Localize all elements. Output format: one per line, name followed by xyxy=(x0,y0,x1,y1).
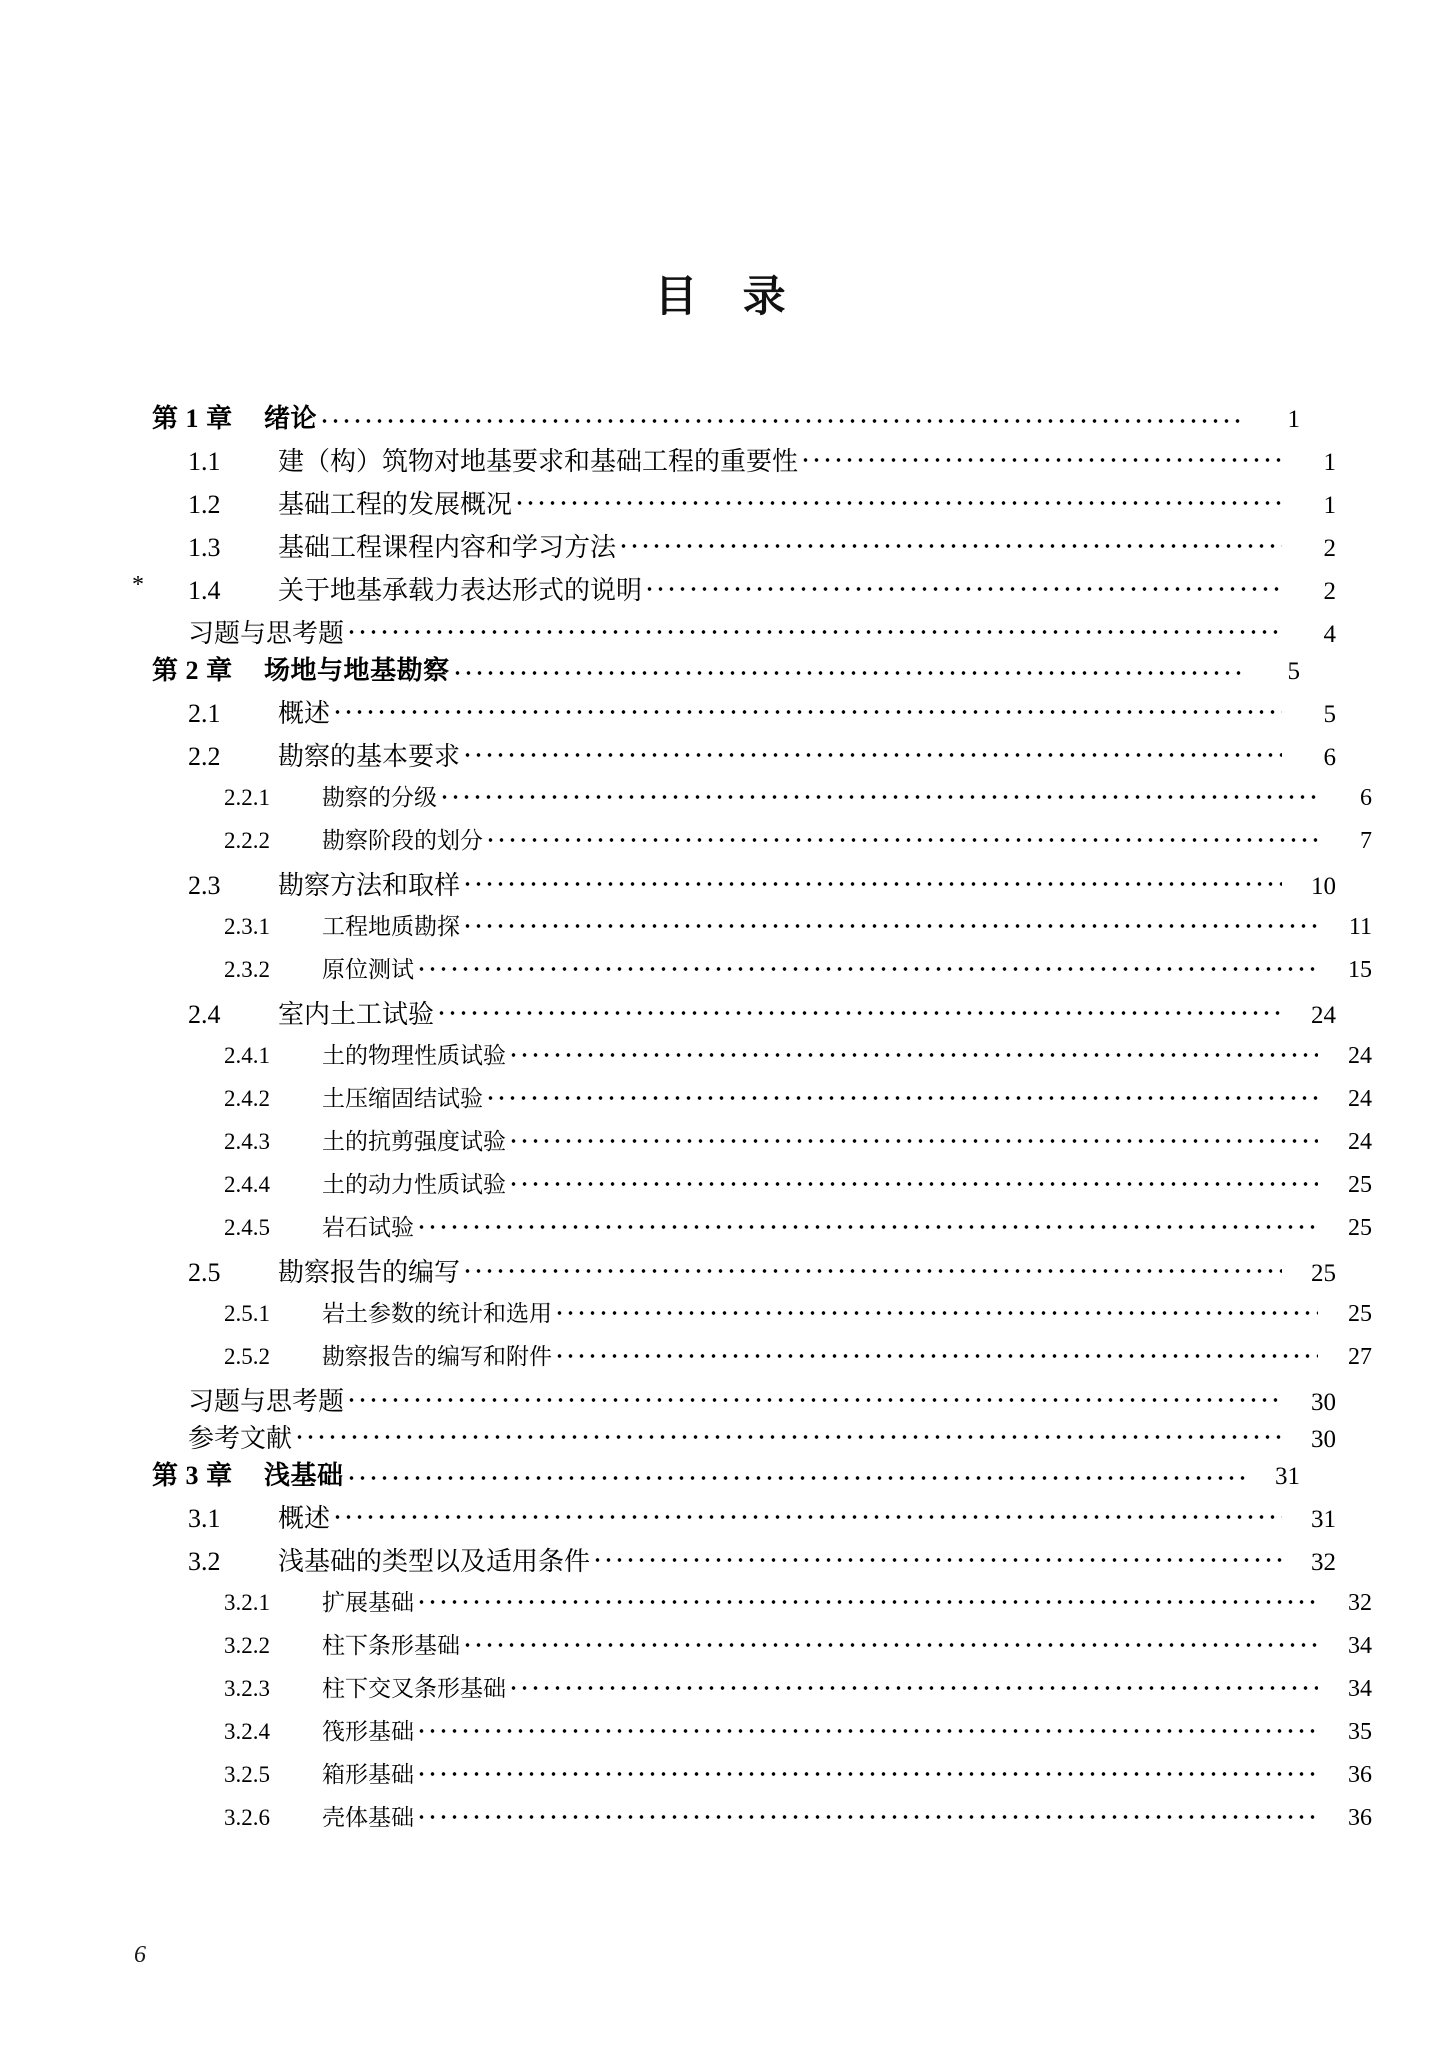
toc-entry[interactable] xyxy=(152,1295,1372,1338)
toc-dot-leader xyxy=(332,696,1282,722)
toc-entry-label: 勘察方法和取样 xyxy=(278,871,461,900)
toc-entry-page-number: 5 xyxy=(1287,658,1300,685)
toc-entry-number: 3.1 xyxy=(188,1504,221,1533)
toc-entry-label: 习题与思考题 xyxy=(188,1387,345,1416)
toc-entry[interactable] xyxy=(152,1080,1372,1123)
toc-list xyxy=(152,398,1372,1842)
toc-entry-number: 3.2.6 xyxy=(224,1805,270,1830)
toc-dot-leader xyxy=(554,1298,1318,1321)
toc-dot-leader xyxy=(462,868,1282,894)
toc-entry-label: 筏形基础 xyxy=(322,1719,414,1744)
toc-entry[interactable] xyxy=(152,1670,1372,1713)
toc-dot-leader xyxy=(416,1759,1318,1782)
toc-entry-page-number: 30 xyxy=(1311,1389,1336,1416)
toc-entry[interactable] xyxy=(152,650,1300,693)
toc-entry-page-number: 1 xyxy=(1323,492,1336,519)
toc-entry-page-number: 24 xyxy=(1348,1043,1372,1069)
toc-entry-page-number: 25 xyxy=(1348,1215,1372,1241)
toc-entry-number: 2.2.1 xyxy=(224,785,270,810)
toc-entry-number: 2.2.2 xyxy=(224,828,270,853)
toc-entry-page-number: 4 xyxy=(1323,621,1336,648)
toc-entry[interactable] xyxy=(152,398,1300,441)
toc-entry-page-number: 11 xyxy=(1348,914,1372,940)
toc-entry-page-number: 5 xyxy=(1323,701,1336,728)
toc-dot-leader xyxy=(332,1501,1282,1527)
toc-entry[interactable] xyxy=(152,693,1336,736)
toc-entry-number: 2.5 xyxy=(188,1258,221,1287)
toc-dot-leader xyxy=(346,616,1282,642)
toc-entry-label: 勘察的分级 xyxy=(322,785,437,810)
toc-entry[interactable] xyxy=(152,865,1336,908)
toc-entry[interactable] xyxy=(152,1418,1336,1455)
toc-entry-label: 勘察报告的编写和附件 xyxy=(322,1344,552,1369)
toc-entry-page-number: 36 xyxy=(1348,1805,1372,1831)
toc-entry-number: 1.2 xyxy=(188,490,221,519)
toc-entry-number: 2.5.2 xyxy=(224,1344,270,1369)
toc-entry-page-number: 10 xyxy=(1311,873,1336,900)
toc-entry[interactable] xyxy=(152,1252,1336,1295)
toc-entry[interactable] xyxy=(152,1713,1372,1756)
toc-entry[interactable] xyxy=(152,570,1336,613)
toc-entry-label: 土的抗剪强度试验 xyxy=(322,1129,506,1154)
toc-dot-leader xyxy=(508,1169,1318,1192)
toc-entry-number: 2.3 xyxy=(188,871,221,900)
toc-dot-leader xyxy=(462,911,1318,934)
toc-entry-label: 原位测试 xyxy=(322,957,414,982)
toc-dot-leader xyxy=(294,1421,1282,1447)
toc-entry-number: 2.2 xyxy=(188,742,221,771)
toc-entry[interactable] xyxy=(152,822,1372,865)
toc-entry-number: * 1.4 xyxy=(188,576,262,606)
toc-entry-label: 土压缩固结试验 xyxy=(322,1086,483,1111)
toc-entry-page-number: 1 xyxy=(1287,406,1300,433)
toc-entry-page-number: 34 xyxy=(1348,1676,1372,1702)
toc-entry-number: 3.2.1 xyxy=(224,1590,270,1615)
toc-entry-label: 基础工程的发展概况 xyxy=(278,490,513,519)
toc-entry-label: 绪论 xyxy=(264,404,318,433)
toc-entry[interactable] xyxy=(152,1338,1372,1381)
toc-entry-number: 2.4.1 xyxy=(224,1043,270,1068)
toc-dot-leader xyxy=(644,573,1282,599)
toc-entry-label: 勘察阶段的划分 xyxy=(322,828,483,853)
toc-entry[interactable] xyxy=(152,1799,1372,1842)
toc-entry[interactable] xyxy=(152,1123,1372,1166)
toc-entry-number: 2.1 xyxy=(188,699,221,728)
toc-entry[interactable] xyxy=(152,1584,1372,1627)
toc-entry-page-number: 31 xyxy=(1311,1506,1336,1533)
toc-entry-label: 基础工程课程内容和学习方法 xyxy=(278,533,617,562)
toc-entry-number: 第 2 章 xyxy=(152,656,233,685)
toc-entry[interactable] xyxy=(152,1756,1372,1799)
toc-entry-page-number: 24 xyxy=(1311,1002,1336,1029)
toc-entry-number: 3.2.4 xyxy=(224,1719,270,1744)
toc-entry-label: 土的动力性质试验 xyxy=(322,1172,506,1197)
toc-entry-label: 扩展基础 xyxy=(322,1590,414,1615)
toc-entry-number: 2.3.2 xyxy=(224,957,270,982)
toc-entry[interactable] xyxy=(152,484,1336,527)
toc-dot-leader xyxy=(416,1716,1318,1739)
page-title-char-first: 目 xyxy=(654,274,711,321)
toc-entry-number: 1.1 xyxy=(188,447,221,476)
toc-dot-leader xyxy=(319,411,1246,427)
toc-entry-page-number: 35 xyxy=(1348,1719,1372,1745)
toc-entry-label: 室内土工试验 xyxy=(278,1000,435,1029)
toc-dot-leader xyxy=(416,954,1318,977)
toc-dot-leader xyxy=(416,1587,1318,1610)
toc-dot-leader xyxy=(346,1384,1282,1410)
toc-entry-page-number: 34 xyxy=(1348,1633,1372,1659)
toc-entry[interactable] xyxy=(152,1498,1336,1541)
toc-entry-number: 1.3 xyxy=(188,533,221,562)
toc-entry[interactable] xyxy=(152,1455,1300,1498)
toc-entry-label: 土的物理性质试验 xyxy=(322,1043,506,1068)
toc-entry-label: 柱下条形基础 xyxy=(322,1633,460,1658)
toc-entry-label: 岩石试验 xyxy=(322,1215,414,1240)
toc-entry-page-number: 7 xyxy=(1360,828,1372,854)
toc-entry-label: 概述 xyxy=(278,1504,331,1533)
page-title xyxy=(0,263,1453,324)
toc-entry-number: 3.2.2 xyxy=(224,1633,270,1658)
toc-entry-label: 壳体基础 xyxy=(322,1805,414,1830)
toc-dot-leader xyxy=(462,1255,1282,1281)
toc-entry[interactable] xyxy=(152,908,1372,951)
toc-entry-label: 勘察报告的编写 xyxy=(278,1258,461,1287)
toc-entry[interactable] xyxy=(152,779,1372,822)
toc-entry[interactable] xyxy=(152,1037,1372,1080)
toc-entry-page-number: 36 xyxy=(1348,1762,1372,1788)
toc-entry-label: 浅基础的类型以及适用条件 xyxy=(278,1547,591,1576)
toc-entry-number: 3.2 xyxy=(188,1547,221,1576)
toc-dot-leader xyxy=(508,1673,1318,1696)
toc-entry-number: 2.4.4 xyxy=(224,1172,270,1197)
toc-entry-label: 勘察的基本要求 xyxy=(278,742,461,771)
toc-entry-page-number: 30 xyxy=(1311,1426,1336,1453)
toc-dot-leader xyxy=(346,1468,1246,1484)
toc-entry-page-number: 1 xyxy=(1323,449,1336,476)
toc-entry-page-number: 32 xyxy=(1348,1590,1372,1616)
toc-entry-number: 3.2.3 xyxy=(224,1676,270,1701)
toc-entry-number: 2.4.2 xyxy=(224,1086,270,1111)
toc-entry-number: 2.5.1 xyxy=(224,1301,270,1326)
toc-entry-number: 3.2.5 xyxy=(224,1762,270,1787)
toc-dot-leader xyxy=(462,1630,1318,1653)
toc-entry-label: 关于地基承载力表达形式的说明 xyxy=(278,576,643,605)
toc-entry-label: 概述 xyxy=(278,699,331,728)
toc-dot-leader xyxy=(618,530,1282,556)
toc-entry-page-number: 6 xyxy=(1360,785,1372,811)
toc-entry-page-number: 6 xyxy=(1323,744,1336,771)
toc-dot-leader xyxy=(462,739,1282,765)
toc-entry-label: 柱下交叉条形基础 xyxy=(322,1676,506,1701)
toc-dot-leader xyxy=(508,1040,1318,1063)
toc-entry-page-number: 25 xyxy=(1311,1260,1336,1287)
toc-dot-leader xyxy=(452,663,1246,679)
toc-dot-leader xyxy=(436,997,1282,1023)
toc-entry-page-number: 25 xyxy=(1348,1172,1372,1198)
toc-entry-page-number: 2 xyxy=(1323,535,1336,562)
toc-entry-label: 场地与地基勘察 xyxy=(264,656,450,685)
toc-entry[interactable] xyxy=(152,994,1336,1037)
toc-dot-leader xyxy=(416,1802,1318,1825)
toc-entry[interactable] xyxy=(152,1627,1372,1670)
toc-entry[interactable] xyxy=(152,1381,1336,1418)
toc-entry[interactable] xyxy=(152,1209,1372,1252)
toc-dot-leader xyxy=(554,1341,1318,1364)
toc-entry[interactable] xyxy=(152,1166,1372,1209)
toc-entry-page-number: 31 xyxy=(1275,1463,1300,1490)
toc-entry-number: 2.4 xyxy=(188,1000,221,1029)
toc-entry-label: 浅基础 xyxy=(264,1461,344,1490)
toc-entry[interactable] xyxy=(152,613,1336,650)
toc-entry-number: 2.4.3 xyxy=(224,1129,270,1154)
toc-entry[interactable] xyxy=(152,527,1336,570)
toc-entry-page-number: 15 xyxy=(1348,957,1372,983)
toc-entry-label: 岩土参数的统计和选用 xyxy=(322,1301,552,1326)
toc-entry[interactable] xyxy=(152,951,1372,994)
toc-dot-leader xyxy=(485,825,1318,848)
toc-entry-label: 参考文献 xyxy=(188,1424,293,1453)
toc-entry-number: 第 3 章 xyxy=(152,1461,233,1490)
toc-entry-number: 第 1 章 xyxy=(152,404,233,433)
toc-dot-leader xyxy=(592,1544,1282,1570)
toc-dot-leader xyxy=(416,1212,1318,1235)
toc-dot-leader xyxy=(800,444,1282,470)
toc-entry-page-number: 2 xyxy=(1323,578,1336,605)
toc-entry-label: 建（构）筑物对地基要求和基础工程的重要性 xyxy=(278,447,799,476)
page-folio: 6 xyxy=(134,1942,146,1968)
toc-dot-leader xyxy=(508,1126,1318,1149)
toc-entry-number: 2.4.5 xyxy=(224,1215,270,1240)
toc-entry-page-number: 25 xyxy=(1348,1301,1372,1327)
toc-entry-page-number: 24 xyxy=(1348,1129,1372,1155)
toc-dot-leader xyxy=(439,782,1318,805)
toc-entry-label: 工程地质勘探 xyxy=(322,914,460,939)
page-title-char-second: 录 xyxy=(742,274,799,321)
toc-entry[interactable] xyxy=(152,1541,1336,1584)
toc-dot-leader xyxy=(514,487,1282,513)
toc-entry-label: 习题与思考题 xyxy=(188,619,345,648)
toc-entry-page-number: 32 xyxy=(1311,1549,1336,1576)
toc-entry-number: 2.3.1 xyxy=(224,914,270,939)
toc-entry[interactable] xyxy=(152,736,1336,779)
toc-entry[interactable] xyxy=(152,441,1336,484)
toc-entry-label: 箱形基础 xyxy=(322,1762,414,1787)
toc-dot-leader xyxy=(485,1083,1318,1106)
toc-entry-page-number: 27 xyxy=(1348,1344,1372,1370)
toc-entry-page-number: 24 xyxy=(1348,1086,1372,1112)
